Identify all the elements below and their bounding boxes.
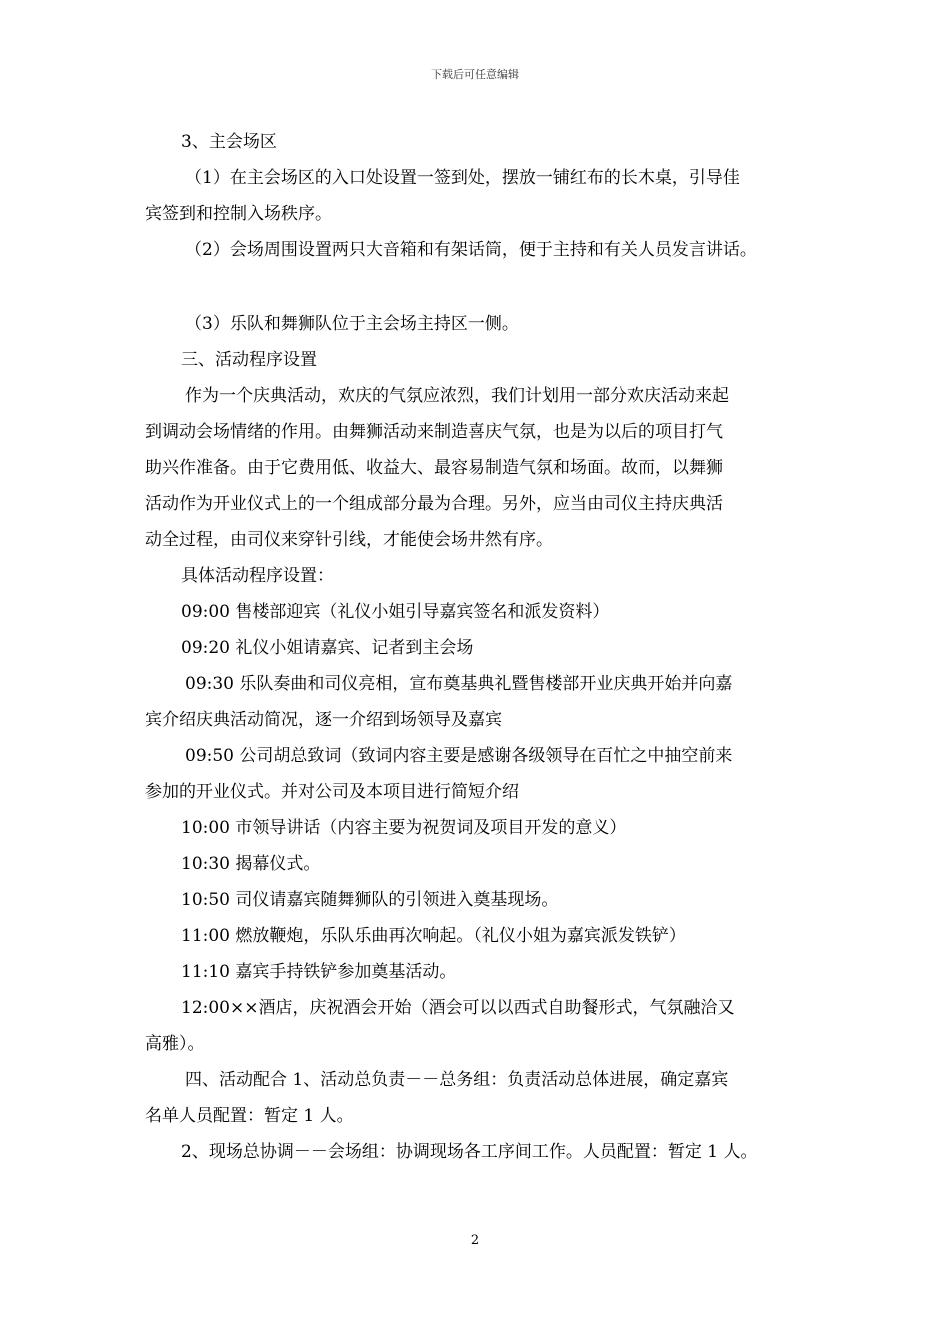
paragraph-line: 宾签到和控制入场秩序。: [145, 204, 332, 224]
paragraph-line: 高雅）。: [145, 1034, 205, 1054]
paragraph-line: 3、主会场区: [181, 132, 277, 152]
page-number: 2: [470, 1233, 480, 1248]
paragraph-line: 具体活动程序设置：: [181, 566, 334, 586]
paragraph-line: 宾介绍庆典活动简况，逐一介绍到场领导及嘉宾: [145, 710, 502, 730]
paragraph-line: 09:50 公司胡总致词（致词内容主要是感谢各级领导在百忙之中抽空前来: [185, 746, 733, 766]
paragraph-line: 10:50 司仪请嘉宾随舞狮队的引领进入奠基现场。: [181, 890, 559, 910]
paragraph-line: 10:00 市领导讲话（内容主要为祝贺词及项目开发的意义）: [181, 818, 627, 838]
paragraph-line: 09:00 售楼部迎宾（礼仪小姐引导嘉宾签名和派发资料）: [181, 602, 610, 622]
paragraph-line: 三、活动程序设置: [181, 350, 317, 370]
paragraph-line: 11:10 嘉宾手持铁铲参加奠基活动。: [181, 962, 457, 982]
paragraph-line: 四、活动配合 1、活动总负责－－总务组：负责活动总体进展，确定嘉宾: [185, 1070, 729, 1090]
paragraph-line: 参加的开业仪式。并对公司及本项目进行简短介绍: [145, 782, 519, 802]
paragraph-line: 作为一个庆典活动，欢庆的气氛应浓烈，我们计划用一部分欢庆活动来起: [185, 386, 729, 406]
page-header: 下载后可任意编辑: [431, 68, 519, 81]
blank-line: [145, 268, 825, 306]
paragraph-line: 11:00 燃放鞭炮，乐队乐曲再次响起。（礼仪小姐为嘉宾派发铁铲）: [181, 926, 686, 946]
paragraph-line: 到调动会场情绪的作用。由舞狮活动来制造喜庆气氛，也是为以后的项目打气: [145, 422, 723, 442]
paragraph-line: 2、现场总协调－－会场组：协调现场各工序间工作。人员配置：暂定 1 人。: [181, 1142, 758, 1162]
paragraph-line: 10:30 揭幕仪式。: [181, 854, 321, 874]
paragraph-line: （1）在主会场区的入口处设置一签到处，摆放一铺红布的长木桌，引导佳: [185, 168, 740, 188]
paragraph-line: 09:20 礼仪小姐请嘉宾、记者到主会场: [181, 638, 474, 658]
paragraph-line: 助兴作准备。由于它费用低、收益大、最容易制造气氛和场面。故而，以舞狮: [145, 458, 723, 478]
paragraph-line: （3）乐队和舞狮队位于主会场主持区一侧。: [185, 314, 519, 334]
paragraph-line: 09:30 乐队奏曲和司仪亮相，宣布奠基典礼暨售楼部开业庆典开始并向嘉: [185, 674, 733, 694]
paragraph-line: 12:00××酒店，庆祝酒会开始（酒会可以以西式自助餐形式，气氛融洽又: [181, 998, 735, 1018]
paragraph-line: 活动作为开业仪式上的一个组成部分最为合理。另外，应当由司仪主持庆典活: [145, 494, 723, 514]
document-body: [145, 124, 825, 1170]
paragraph-line: 动全过程，由司仪来穿针引线，才能使会场井然有序。: [145, 530, 553, 550]
paragraph-line: 名单人员配置：暂定 1 人。: [145, 1106, 354, 1126]
paragraph-line: （2）会场周围设置两只大音箱和有架话筒，便于主持和有关人员发言讲话。: [185, 240, 757, 260]
